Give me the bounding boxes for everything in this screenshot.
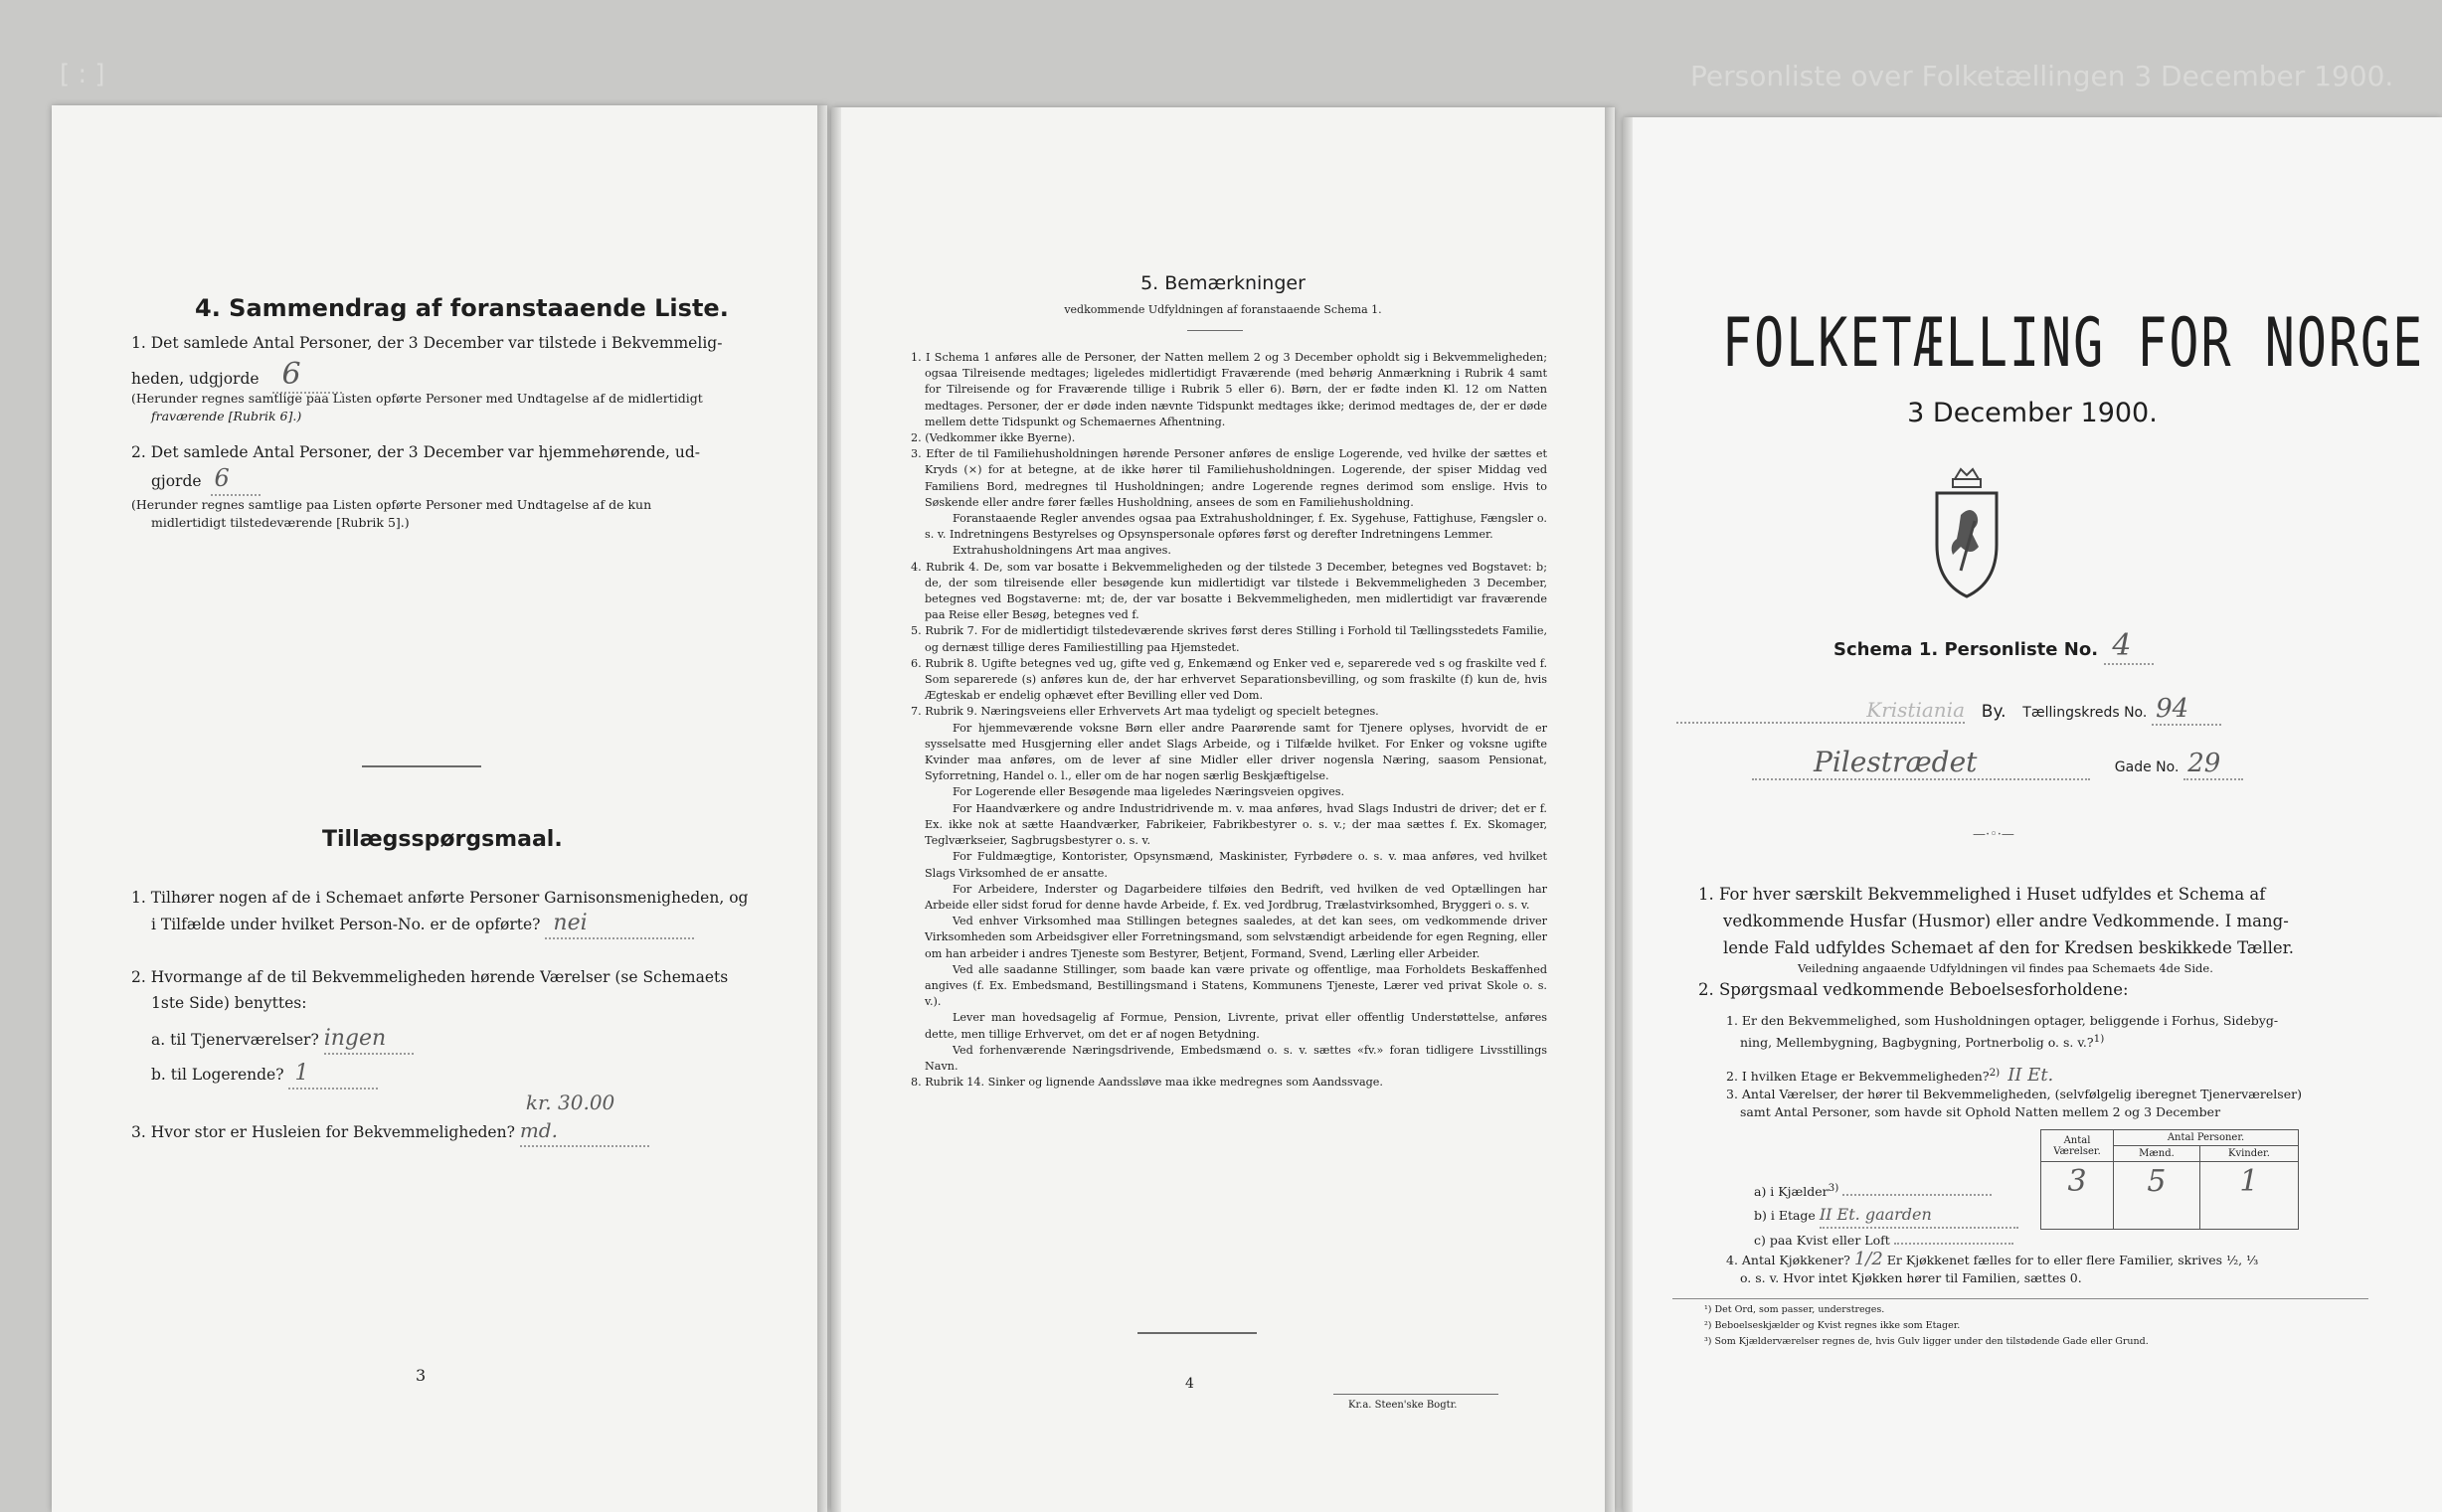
remark-paragraph: 4. Rubrik 4. De, som var bosatte i Bekvemmeligheden og der tilstede 3 December, betegnes ved Bogstavet: b; de, der som tilreisende eller besøgende kun midlertidigt var tilstede i Bekvemmeligheden 3 December, betegnes ved Bogstaverne: mt; de, der var bosatte i Bekvemmeligheden, men midlertidigt var fraværende paa Reise eller Besøg, betegnes ved f. [911,560,1547,622]
gutter-shadow [1623,117,1633,1512]
remark-paragraph: 3. Efter de til Familiehusholdningen hørende Personer anføres de enslige Logerende, ved hvilke der sættes et Kryds (×) for at betegne, at de ikke hører til Familiehusholdningen. Logerende, der spiser Middag ved Familiens Bord, medregnes til Husholdningen; andre Logerende regnes derimod som enslige. Hvis to Søskende eller andre fører fælles Husholdning, ansees de som en Familiehusholdning. [911,447,1547,509]
remark-paragraph: For Fuldmægtige, Kontorister, Opsynsmænd, Maskinister, Fyrbødere o. s. v. maa anføres, ved hvilket Slags Virksomhed de er ansatte. [925,850,1547,880]
remark-paragraph: For Haandværkere og andre Industridrivende m. v. maa anføres, hvad Slags Industri de driver; det er f. Ex. ikke nok at sætte Haandværker, Fabrikeier, Fabrikbestyrer o. s. v.; der maa sættes f. Ex. Skomager, Teglværkseier, Sagbrugsbestyrer o. s. v. [925,801,1547,848]
q2b-field [288,1061,378,1090]
bq4-label: 4. Antal Kjøkkener? [1726,1253,1850,1267]
remark-paragraph: For hjemmeværende voksne Børn eller andre Paarørende samt for Tjenere oplyses, hvorvidt de er sysselsatte med Husgjerning eller andet Slags Arbeide, og i Tilfælde hvilket. For Enker og voksne ugifte Kvinder maa anføres, om de lever af sine Midler eller driver nogensla Næring, saasom Pensionat, Syforretning, Handel o. l., eller om de har nogen særlig Beskjæftigelse. [925,721,1547,783]
th-women: Kvinder. [2199,1146,2298,1162]
bottom-divider [1137,1332,1257,1334]
census-title: FOLKETÆLLING FOR NORGE [1722,304,2425,383]
bq1-line1: 1. Er den Bekvemmelighed, som Husholdningen optager, beliggende i Forhus, Sidebyg- [1726,1013,2279,1028]
remarks-subtitle: vedkommende Udfyldningen af foranstaaende Schema 1. [1064,303,1382,316]
remark-paragraph: Lever man hovedsagelig af Formue, Pension, Livrente, privat eller offentlig Understøttelse, anføres dette, men tillige Erhvervet, om det er af nogen Betydning. [925,1011,1547,1041]
q2-line1: 2. Hvormange af de til Bekvemmeligheden hørende Værelser (se Schemaets [131,968,729,986]
bq1-sup: 1) [2093,1033,2105,1045]
q1-label: i Tilfælde under hvilket Person-No. er de opførte? [151,916,541,933]
remarks-title: 5. Bemærkninger [1140,272,1306,294]
census-date: 3 December 1900. [1907,398,2158,428]
row-a-sup: 3) [1828,1182,1839,1194]
page-1 [1623,117,2442,1512]
q2a-label: a. til Tjenerværelser? [151,1031,319,1049]
th-men: Mænd. [2114,1146,2200,1162]
footnote-2: ²) Beboelseskjælder og Kvist regnes ikke som Etager. [1704,1320,1961,1331]
beboelse-q2 [1726,1064,2402,1086]
tillaeg-title: Tillægsspørgsmaal. [322,827,563,852]
ornament-divider: —·◦·— [1973,827,2014,842]
item1-label: heden, udgjorde [131,370,260,388]
beboelse-q4 [1726,1251,2422,1287]
item2-value: 6 [214,464,230,492]
krets-field [2152,694,2221,726]
beboelse-q3 [1726,1086,2412,1121]
footnote-rule [1672,1298,2368,1299]
bq4-line1 [1726,1251,2422,1269]
gutter-shadow-right [1605,107,1615,1512]
street-handwritten: Pilestrædet [1814,746,1978,778]
bq4-text: Er Kjøkkenet fælles for to eller flere Familier, skrives ½, ⅓ [1886,1253,2259,1267]
th-rooms: Antal Værelser. [2041,1130,2114,1162]
item2-field [211,465,261,496]
street-field [1752,746,2090,780]
page-4 [831,107,1615,1512]
item2-note2: midlertidigt tilstedeværende [Rubrik 5].) [151,515,410,530]
instruction-1 [1698,881,2384,1003]
row-c [1754,1229,2042,1252]
question-2 [131,964,768,1090]
gade-field [2183,749,2243,780]
row-b-handwritten: II Et. gaarden [1819,1205,1932,1225]
q1-answer: nei [553,911,588,935]
q2-line2: 1ste Side) benyttes: [151,994,307,1012]
bq4-line2: o. s. v. Hvor intet Kjøkken hører til Familien, sættes 0. [1740,1270,2082,1285]
item1-note1: (Herunder regnes samtlige paa Listen opførte Personer med Undtagelse af de midlertidigt [131,391,703,406]
question-1 [131,885,768,939]
page-3 [52,105,827,1512]
instr1-line1: 1. For hver særskilt Bekvemmelighed i Huset udfyldes et Schema af [1698,885,2266,904]
city-handwritten: Kristiania [1866,698,1965,722]
gutter-shadow [817,105,827,1512]
q3-answer: kr. 30.00 md. [519,1091,615,1142]
remark-paragraph: 2. (Vedkommer ikke Byerne). [911,431,1076,445]
floor-rows [1754,1177,2042,1252]
bq2-sup: 2) [1989,1067,2001,1079]
coat-of-arms-icon [1931,465,2003,604]
bq1-text: ning, Mellembygning, Bagbygning, Portnerbolig o. s. v.? [1740,1035,2094,1051]
page-number-3: 3 [416,1366,427,1385]
rooms-value: 3 [2041,1162,2114,1230]
divider [362,765,481,767]
footnote-1: ¹) Det Ord, som passer, understreges. [1704,1304,1885,1315]
q2a-answer: ingen [323,1026,387,1051]
bq3-line2: samt Antal Personer, som havde sit Ophold Natten mellem 2 og 3 December [1740,1104,2221,1119]
question-3 [131,1090,768,1147]
item1-note2: fraværende [Rubrik 6].) [151,409,302,423]
bq3-line1: 3. Antal Værelser, der hører til Bekvemmeligheden, (selvfølgelig iberegnet Tjenerværelser) [1726,1087,2302,1101]
remark-paragraph: For Arbeidere, Inderster og Dagarbeidere tilføies den Bedrift, ved hvilken de ved Optællingen har Arbeide eller sidst forud for denne havde Arbeide, f. Ex. ved Jordbrug, Trælastvirksomhed, Bryggeri o. s. v. [925,882,1547,912]
schema-line [1833,628,2154,665]
street-line [1752,746,2428,780]
item2-line1: 2. Det samlede Antal Personer, der 3 December var hjemmehørende, ud- [131,443,701,461]
bq4-answer: 1/2 [1853,1249,1883,1269]
remark-paragraph: 8. Rubrik 14. Sinker og lignende Aandssløve maa ikke medregnes som Aandssvage. [911,1076,1383,1090]
q3-field [520,1090,649,1147]
krets-label: Tællingskreds No. [2022,705,2148,721]
row-b [1754,1203,2042,1229]
schema-field [2104,628,2154,665]
bq2-answer: II Et. [2007,1065,2054,1087]
remark-paragraph: 7. Rubrik 9. Næringsveiens eller Erhvervets Art maa tydeligt og specielt betegnes. [911,705,1379,719]
city-label: By. [1981,702,2006,722]
th-persons: Antal Personer. [2114,1130,2299,1146]
row-b-field [1820,1203,2018,1229]
q3-label: 3. Hvor stor er Husleien for Bekvemmeligheden? [131,1123,515,1141]
item2-line2 [131,465,768,496]
summary-item-1 [131,330,768,425]
printer-rule [1333,1394,1498,1395]
schema-label: Schema 1. Personliste No. [1833,639,2099,660]
remark-paragraph: 5. Rubrik 7. For de midlertidigt tilstedeværende skrives først deres Stilling i Forhold til Tællingsstedets Familie, og dernæst tillige deres Familiestilling paa Hjemstedet. [911,624,1547,654]
q2a-field [324,1026,414,1055]
bleed-through-left: [ : ] [60,60,105,89]
remarks-body [911,350,1547,1091]
remark-paragraph: Ved enhver Virksomhed maa Stillingen betegnes saaledes, at det kan sees, om vedkommende driver Virksomheden som Arbeidsgiver eller Forretningsmand, som selvstændigt arbeidende for egen Regning, eller om han arbeider i andres Tjeneste som Bestyrer, Betjent, Formand, Svend, Lærling eller Arbeider. [925,915,1547,960]
remark-paragraph: Ved alle saadanne Stillinger, som baade kan være private og offentlige, maa Forholdets Beskaffenhed angives (f. Ex. Embedsmand, Bestillingsmand i Statens, Kommunens Tjeneste, Lærer ved privat Skole o. s. v.). [925,962,1547,1009]
remark-paragraph: Foranstaaende Regler anvendes ogsaa paa Extrahusholdninger, f. Ex. Sygehuse, Fattighuse, Fængsler o. s. v. Indretningens Bestyrelses og Opsynspersonale opføres først og derefter Indretningens Lemmer. [925,512,1547,542]
gade-number: 29 [2187,749,2221,778]
q1-field [545,911,694,939]
footnote-3: ³) Som Kjælderværelser regnes de, hvis Gulv ligger under den tilstødende Gade eller Grund. [1704,1336,2149,1347]
men-value: 5 [2114,1162,2200,1230]
city-line [1676,694,2402,726]
summary-item-2 [131,439,768,532]
q1-line1: 1. Tilhører nogen af de i Schemaet anførte Personer Garnisonsmenigheden, og [131,889,749,907]
instr2-title: 2. Spørgsmaal vedkommende Beboelsesforholdene: [1698,980,2129,999]
row-a-label: a) i Kjælder [1754,1184,1829,1200]
instr1-note: Veiledning angaaende Udfyldningen vil findes paa Schemaets 4de Side. [1798,961,2213,975]
bleed-through-right: Personliste over Folketællingen 3 December 1900. [1690,60,2394,92]
q1-line2 [131,911,768,939]
row-b-label: b) i Etage [1754,1208,1816,1224]
remark-paragraph: For Logerende eller Besøgende maa ligeledes Næringsveien opgives. [953,785,1345,799]
item1-field [272,357,342,394]
bq2-label: 2. I hvilken Etage er Bekvemmeligheden? [1726,1069,1990,1085]
q2a-row [131,1026,768,1055]
instr1-line3: lende Fald udfyldes Schemaet af den for Kredsen beskikkede Tæller. [1723,938,2294,957]
item1-value: 6 [281,357,301,392]
item2-label: gjorde [151,472,202,490]
row-a-field [1842,1194,1992,1196]
remarks-divider [1187,330,1243,331]
instr1-line2: vedkommende Husfar (Husmor) eller andre Vedkommende. I mang- [1723,912,2289,930]
gutter-shadow-left [831,107,841,1512]
krets-number: 94 [2156,694,2189,724]
row-a [1754,1177,2042,1203]
item1-line1: 1. Det samlede Antal Personer, der 3 December var tilstede i Bekvemmelig- [131,334,723,352]
printer-name: Kr.a. Steen'ske Bogtr. [1348,1400,1458,1411]
q2b-label: b. til Logerende? [151,1066,284,1084]
section4-title: 4. Sammendrag af foranstaaende Liste. [195,294,729,322]
women-value: 1 [2199,1162,2298,1230]
page-number-4: 4 [1185,1376,1194,1392]
item2-note1: (Herunder regnes samtlige paa Listen opførte Personer med Undtagelse af de kun [131,497,652,512]
bq1-line2 [1726,1030,2402,1052]
remark-paragraph: Ved forhenværende Næringsdrivende, Embedsmænd o. s. v. sættes «fv.» foran tidligere Livsstillings Navn. [925,1043,1547,1073]
row-c-field [1894,1243,2013,1245]
schema-number: 4 [2112,628,2132,663]
beboelse-q1 [1726,1012,2402,1052]
gade-label: Gade No. [2114,759,2180,775]
q2b-row [131,1061,768,1090]
row-c-label: c) paa Kvist eller Loft [1754,1233,1890,1249]
remark-paragraph: Extrahusholdningens Art maa angives. [953,544,1171,558]
remark-paragraph: 1. I Schema 1 anføres alle de Personer, der Natten mellem 2 og 3 December opholdt sig i Bekvemmeligheden; ogsaa Tilreisende medtages; ligeledes midlertidigt Fraværende (med behørig Anmærkning i Rubrik 4 samt for Tilreisende og for Fraværende tillige i Rubrik 5 eller 6). Børn, der er fødte inden Kl. 12 om Natten medtages. Personer, der er døde inden nævnte Tidspunkt medtages ikke; derimod medtages de, der er døde mellem dette Tidspunkt og Schemaernes Afhentning. [911,351,1547,428]
item1-line2 [131,357,768,394]
remark-paragraph: 6. Rubrik 8. Ugifte betegnes ved ug, gifte ved g, Enkemænd og Enker ved e, separerede ved s og fraskilte ved f. Som separerede (s) anføres kun de, der har erhvervet Separationsbevilling, og som fraskilte (f) kun de, hvis Ægteskab er endelig ophævet efter Bevilling eller ved Dom. [911,656,1547,703]
rooms-table [2040,1129,2299,1230]
footnotes [1704,1302,2400,1350]
q2b-answer: 1 [294,1061,309,1086]
city-field [1676,698,1965,724]
